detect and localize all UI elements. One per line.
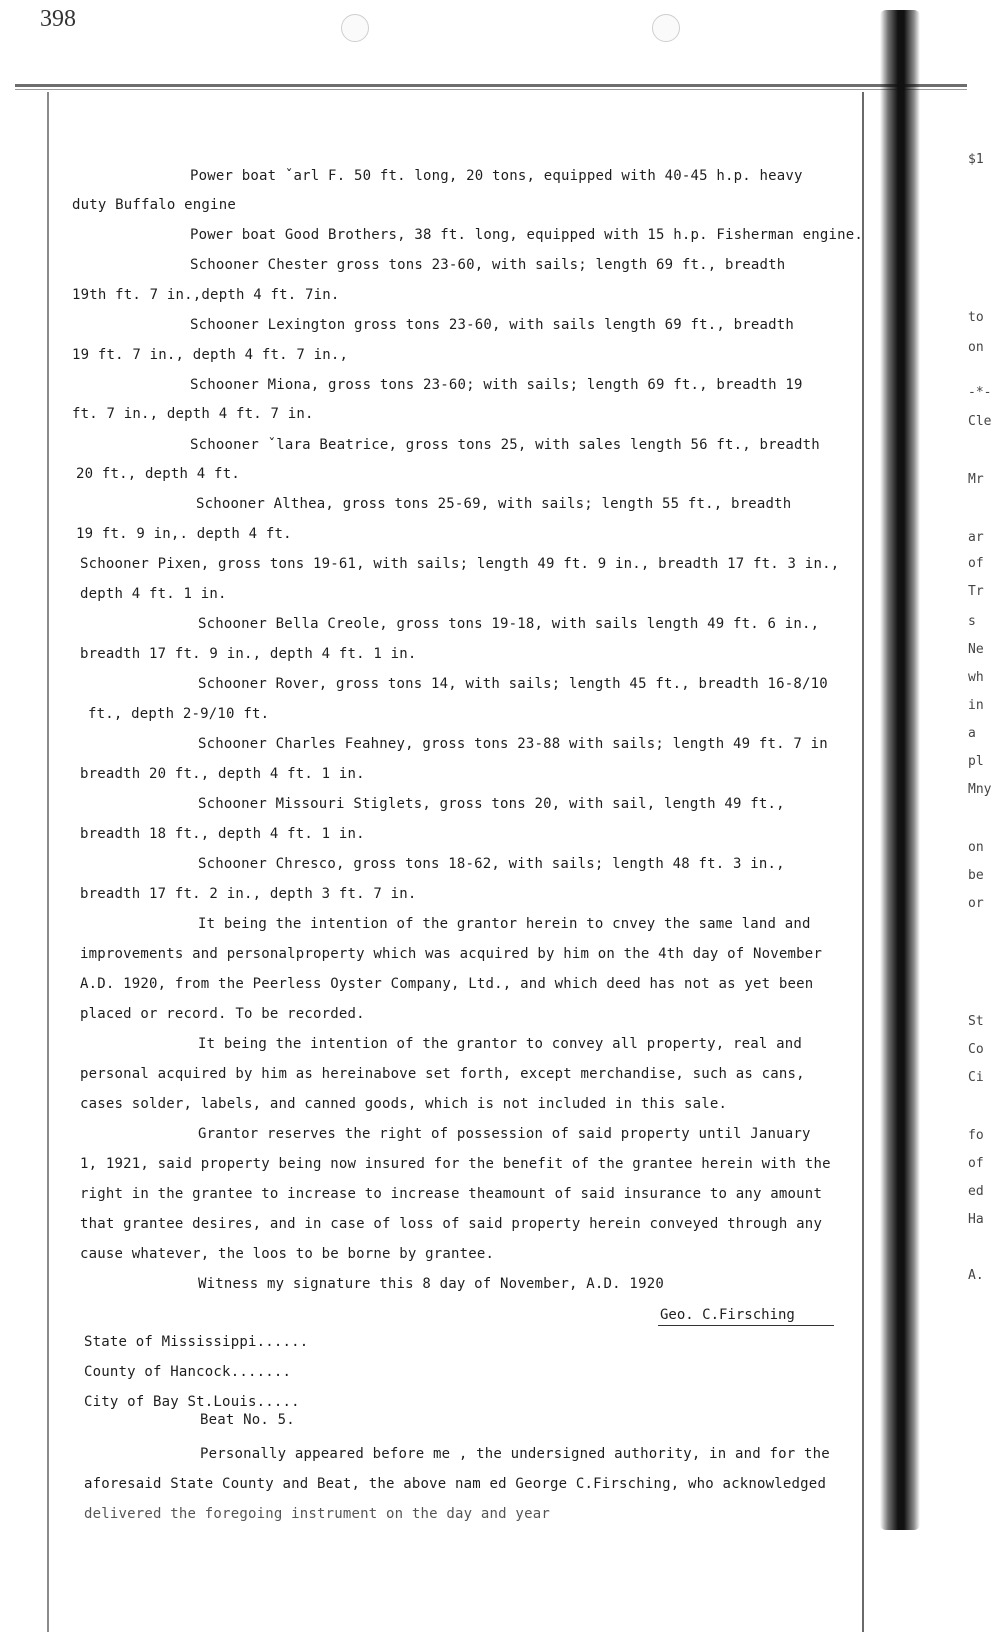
next-page-fragment: -*- [968,385,992,400]
text-line: ft., depth 2-9/10 ft. [88,706,270,722]
text-line: 19 ft. 7 in., depth 4 ft. 7 in., [72,347,349,363]
text-line: breadth 20 ft., depth 4 ft. 1 in. [80,766,365,782]
text-line: Grantor reserves the right of possession of said property until January [198,1126,811,1142]
top-rule [15,84,967,87]
next-page-fragment: to [968,310,984,325]
punch-hole [341,14,369,42]
text-line: right in the grantee to increase to increase theamount of said insurance to any amount [80,1186,823,1202]
next-page-fragment: in [968,698,984,713]
text-line: placed or record. To be recorded. [80,1006,365,1022]
text-line: 20 ft., depth 4 ft. [76,466,240,482]
text-line: breadth 17 ft. 9 in., depth 4 ft. 1 in. [80,646,417,662]
text-line: cases solder, labels, and canned goods, which is not included in this sale. [80,1096,728,1112]
next-page-fragment: a [968,726,976,741]
next-page-fragment: Ne [968,642,984,657]
text-line: It being the intention of the grantor to convey all property, real and [198,1036,803,1052]
text-line: cause whatever, the loos to be borne by grantee. [80,1246,495,1262]
next-page-fragment: or [968,896,984,911]
next-page-fragment: Mny [968,782,992,797]
text-line: delivered the foregoing instrument on the day and year [84,1506,550,1522]
next-page-fragment: Mr [968,472,984,487]
text-line: ft. 7 in., depth 4 ft. 7 in. [72,406,314,422]
next-page-fragment: of [968,556,984,571]
text-line: Schooner Bella Creole, gross tons 19-18, with sails length 49 ft. 6 in., [198,616,820,632]
next-page-fragment: Ha [968,1212,984,1227]
text-line: 1, 1921, said property being now insured for the benefit of the grantee herein with the [80,1156,831,1172]
next-page-fragment: ar [968,530,984,545]
text-line: Schooner Lexington gross tons 23-60, with sails length 69 ft., breadth [190,317,795,333]
text-line: Power boat ˇarl F. 50 ft. long, 20 tons, equipped with 40-45 h.p. heavy [190,168,803,184]
text-line: Schooner Althea, gross tons 25-69, with sails; length 55 ft., breadth [196,496,792,512]
text-line: improvements and personalproperty which was acquired by him on the 4th day of November [80,946,823,962]
text-line: Beat No. 5. [200,1412,295,1428]
next-page-fragment: St [968,1014,984,1029]
next-page-fragment: fo [968,1128,984,1143]
text-line: Schooner Missouri Stiglets, gross tons 20, with sail, length 49 ft., [198,796,785,812]
text-line: breadth 18 ft., depth 4 ft. 1 in. [80,826,365,842]
text-line: State of Mississippi...... [84,1334,309,1350]
text-line: Schooner ˇlara Beatrice, gross tons 25, with sales length 56 ft., breadth [190,437,820,453]
next-page-fragment: of [968,1156,984,1171]
signature-line [658,1325,834,1326]
next-page-fragment: Co [968,1042,984,1057]
next-page-fragment: be [968,868,984,883]
text-line: breadth 17 ft. 2 in., depth 3 ft. 7 in. [80,886,417,902]
punch-hole [652,14,680,42]
text-line: that grantee desires, and in case of loss of said property herein conveyed through any [80,1216,823,1232]
next-page-fragment: A. [968,1268,984,1283]
text-line: Schooner Chester gross tons 23-60, with sails; length 69 ft., breadth [190,257,786,273]
signature: Geo. C.Firsching [660,1307,795,1323]
next-page-fragment: Ci [968,1070,984,1085]
next-page-fragment: ed [968,1184,984,1199]
text-line: City of Bay St.Louis..... [84,1394,300,1410]
text-line: 19th ft. 7 in.,depth 4 ft. 7in. [72,287,340,303]
next-page-fragment: $1 [968,152,984,167]
text-line: A.D. 1920, from the Peerless Oyster Company, Ltd., and which deed has not as yet been [80,976,814,992]
next-page-fragment: on [968,340,984,355]
binding-shadow [880,10,920,1530]
text-line: Schooner Pixen, gross tons 19-61, with sails; length 49 ft. 9 in., breadth 17 ft. 3 in., [80,556,840,572]
text-line: Schooner Charles Feahney, gross tons 23-88 with sails; length 49 ft. 7 in [198,736,828,752]
text-line: Personally appeared before me , the undersigned authority, in and for the [200,1446,830,1462]
text-line: Witness my signature this 8 day of November, A.D. 1920 [198,1276,664,1292]
text-line: Power boat Good Brothers, 38 ft. long, equipped with 15 h.p. Fisherman engine. [190,227,864,243]
next-page-fragment: s [968,614,976,629]
text-line: County of Hancock....... [84,1364,292,1380]
next-page-fragment: pl [968,754,984,769]
next-page-fragment: Tr [968,584,984,599]
page-number: 398 [40,6,76,32]
next-page-fragment: on [968,840,984,855]
text-line: Schooner Chresco, gross tons 18-62, with sails; length 48 ft. 3 in., [198,856,785,872]
left-margin-line [47,92,49,1632]
text-line: 19 ft. 9 in,. depth 4 ft. [76,526,292,542]
text-line: aforesaid State County and Beat, the above nam ed George C.Firsching, who acknowledged [84,1476,827,1492]
text-line: Schooner Rover, gross tons 14, with sails; length 45 ft., breadth 16-8/10 [198,676,828,692]
text-line: duty Buffalo engine [72,197,236,213]
text-line: It being the intention of the grantor herein to cnvey the same land and [198,916,811,932]
right-margin-line [862,92,864,1632]
text-line: depth 4 ft. 1 in. [80,586,227,602]
text-line: personal acquired by him as hereinabove set forth, except merchandise, such as cans, [80,1066,805,1082]
top-rule-thin [15,89,967,90]
next-page-fragment: Cle [968,414,992,429]
text-line: Schooner Miona, gross tons 23-60; with sails; length 69 ft., breadth 19 [190,377,803,393]
next-page-fragment: wh [968,670,984,685]
